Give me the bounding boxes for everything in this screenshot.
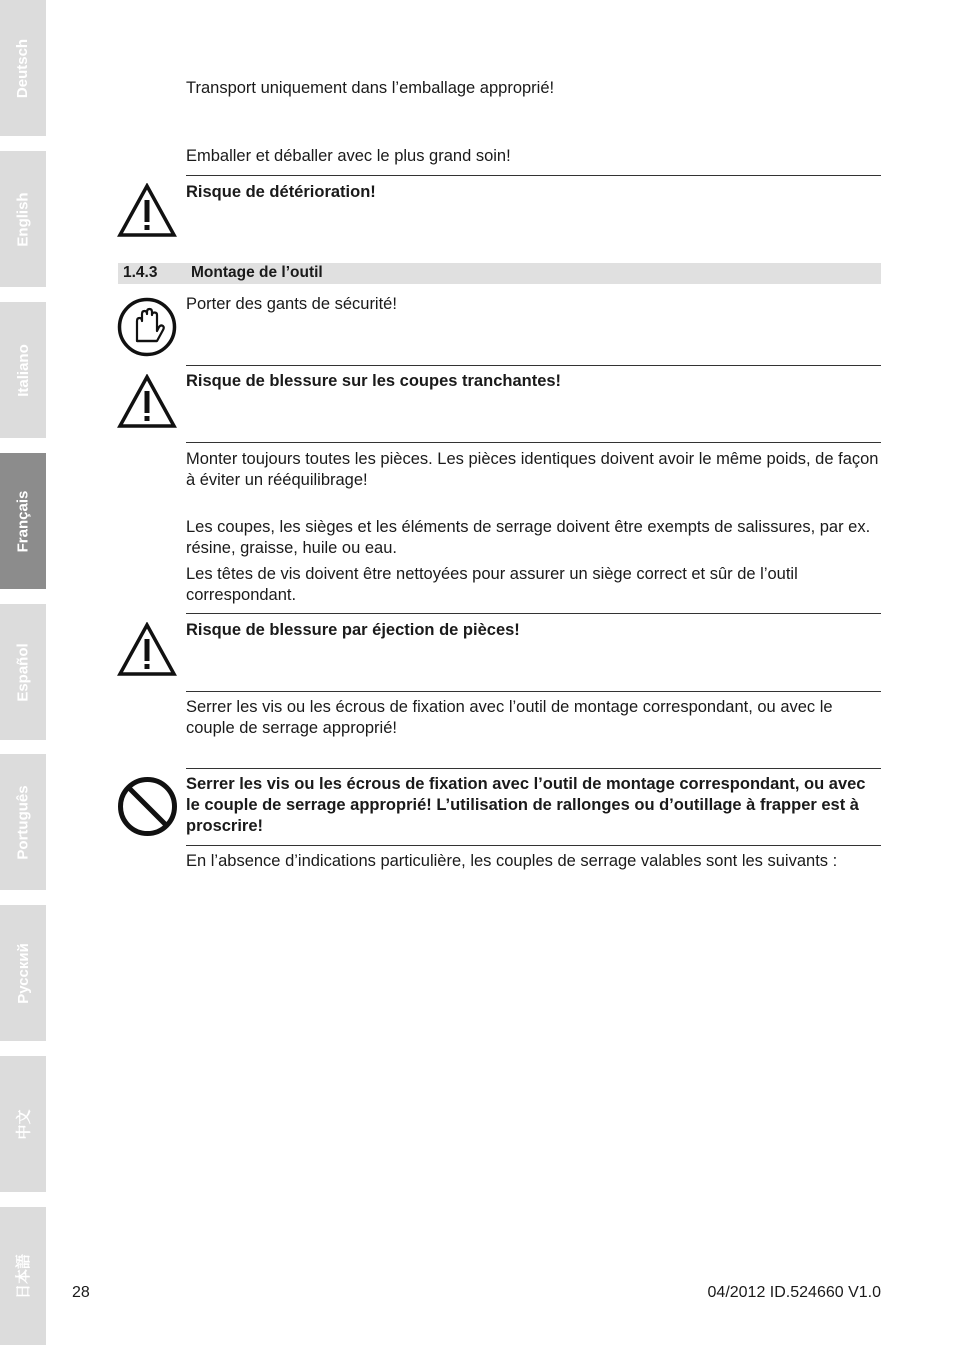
tab-espanol[interactable]: Español <box>0 604 46 740</box>
section-number: 1.4.3 <box>123 264 158 281</box>
divider <box>186 613 881 614</box>
para-mount: Monter toujours toutes les pièces. Les pièces identiques doivent avoir le même poids, de façon à éviter un rééquilibrage! <box>186 450 879 489</box>
packing-note: Emballer et déballer avec le plus grand soin! <box>186 147 511 165</box>
divider <box>186 365 881 366</box>
tab-portugues[interactable]: Português <box>0 754 46 890</box>
page-number: 28 <box>72 1284 90 1301</box>
warning-icon <box>117 374 177 429</box>
para-tighten: Serrer les vis ou les écrous de fixation avec l’outil de montage correspondant, ou avec le couple de serrage approprié! <box>186 698 833 737</box>
tab-english[interactable]: English <box>0 151 46 287</box>
divider <box>186 691 881 692</box>
doc-id: 04/2012 ID.524660 V1.0 <box>707 1284 881 1301</box>
tab-russian[interactable]: Русский <box>0 905 46 1041</box>
para-clean: Les coupes, les sièges et les éléments de serrage doivent être exempts de salissures, par ex. résine, graisse, huile ou eau. <box>186 518 871 557</box>
gloves-icon <box>117 297 177 357</box>
warning-cut: Risque de blessure sur les coupes tranchantes! <box>186 372 562 390</box>
para-screws: Les têtes de vis doivent être nettoyées pour assurer un siège correct et sûr de l’outil correspondant. <box>186 565 798 604</box>
prohibition-icon <box>117 776 178 837</box>
prohibition-text: Serrer les vis ou les écrous de fixation avec l’outil de montage correspondant, ou avec le couple de serrage approprié! L’utilisation de rallonges ou d’outillage à frapper est à proscrire! <box>186 775 866 835</box>
section-title: Montage de l’outil <box>191 264 323 281</box>
warning-icon <box>117 622 177 677</box>
gloves-note: Porter des gants de sécurité! <box>186 295 397 313</box>
warning-ejection: Risque de blessure par éjection de pièces! <box>186 621 520 639</box>
tab-francais[interactable]: Français <box>0 453 46 589</box>
warning-icon <box>117 183 177 238</box>
divider <box>186 175 881 176</box>
divider <box>186 442 881 443</box>
divider <box>186 768 881 769</box>
section-heading <box>118 263 881 284</box>
tab-chinese[interactable]: 中文 <box>0 1056 46 1192</box>
language-tabs <box>0 0 46 1345</box>
tab-japanese[interactable]: 日本語 <box>0 1207 46 1345</box>
warning-damage: Risque de détérioration! <box>186 183 376 201</box>
divider <box>186 845 881 846</box>
tab-deutsch[interactable]: Deutsch <box>0 0 46 136</box>
para-torque: En l’absence d’indications particulière, les couples de serrage valables sont les suivants : <box>186 852 838 870</box>
tab-italiano[interactable]: Italiano <box>0 302 46 438</box>
transport-note: Transport uniquement dans l’emballage approprié! <box>186 79 555 97</box>
